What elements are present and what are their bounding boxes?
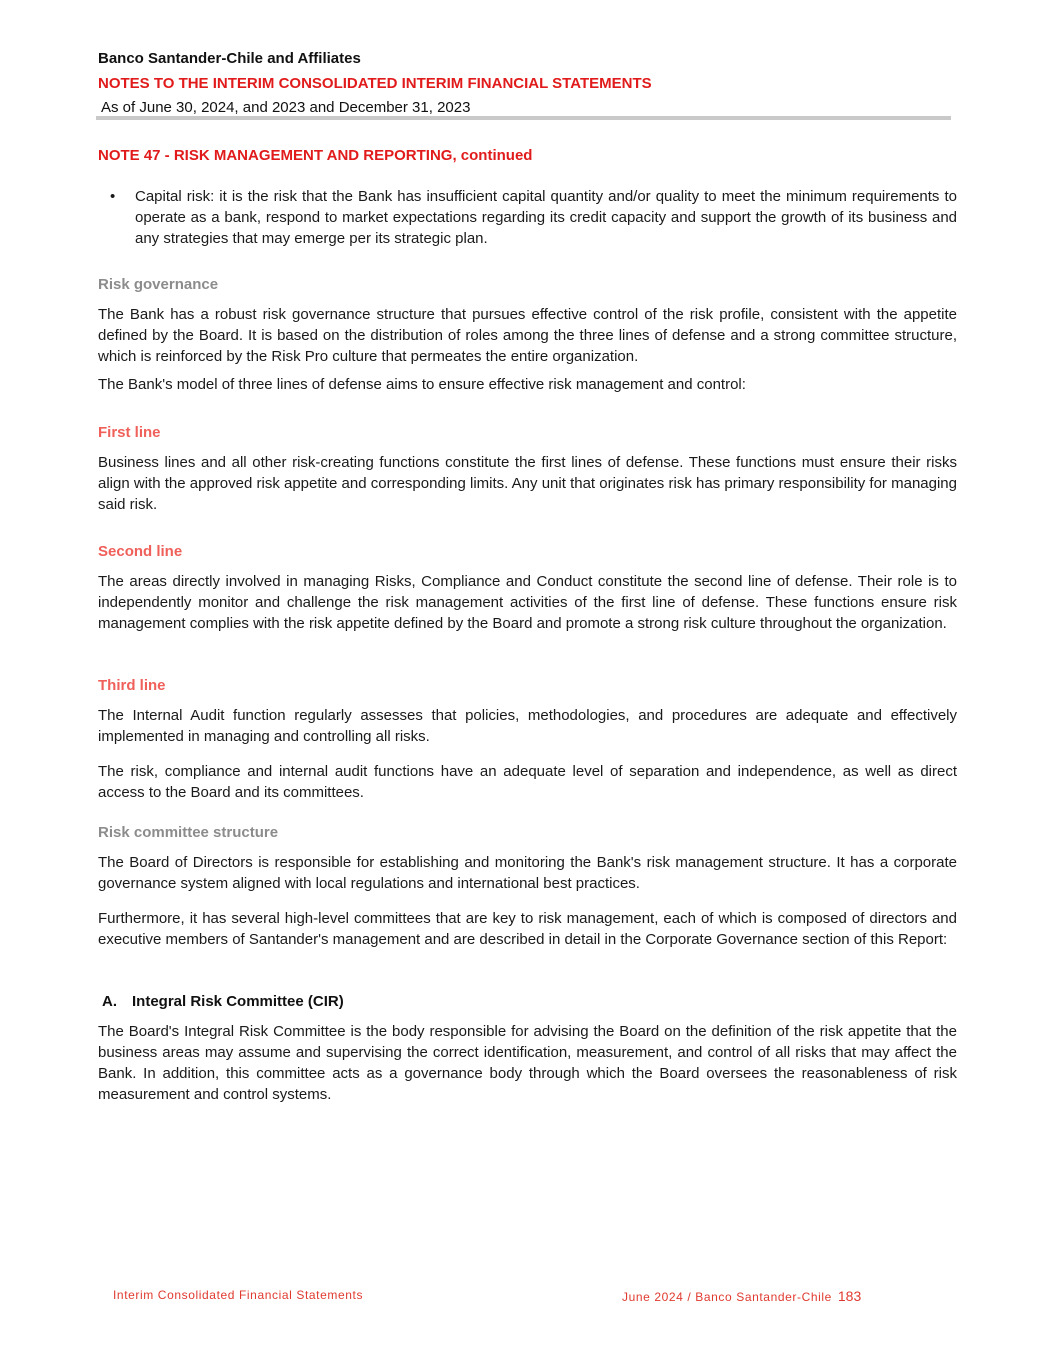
section-a-heading (102, 993, 344, 1010)
as-of-date: As of June 30, 2024, and 2023 and December 31, 2023 (101, 99, 471, 116)
risk-governance-heading: Risk governance (98, 276, 219, 293)
footer-right (622, 1288, 861, 1304)
section-a-paragraph: The Board's Integral Risk Committee is the body responsible for advising the Board on the definition of the risk appetite that the business areas may assume and supervising the correct identification, measurement, and control of all risks that may affect the Bank. In addition, this committee acts as a governance body through which the Board oversees the reasonableness of risk measurement and control systems. (98, 1023, 957, 1103)
committees-paragraph: Furthermore, it has several high-level committees that are key to risk management, each of which is composed of directors and executive members of Santander's management and are described in detail in the Corporate Governance section of this Report: (98, 910, 957, 948)
separation-paragraph: The risk, compliance and internal audit functions have an adequate level of separation and independence, as well as direct access to the Board and its committees. (98, 763, 957, 801)
board-responsibility-paragraph: The Board of Directors is responsible for establishing and monitoring the Bank's risk management structure. It has a corporate governance system aligned with local regulations and international best practices. (98, 854, 957, 892)
second-line-paragraph: The areas directly involved in managing Risks, Compliance and Conduct constitute the second line of defense. Their role is to independently monitor and challenge the risk management activities of the first line of defense. These functions ensure risk management complies with the risk appetite defined by the Board and promote a strong risk culture throughout the organization. (98, 573, 957, 632)
capital-risk-bullet (98, 186, 957, 249)
risk-governance-paragraph: The Bank has a robust risk governance structure that pursues effective control of the risk profile, consistent with the appetite defined by the Board. It is based on the distribution of roles among the three lines of defense and a strong committee structure, which is reinforced by the Risk Pro culture that permeates the entire organization. (98, 306, 957, 365)
section-a-letter: A. (102, 993, 117, 1010)
section-a-title: Integral Risk Committee (CIR) (132, 993, 344, 1010)
capital-risk-text: Capital risk: it is the risk that the Bank has insufficient capital quantity and/or quality to meet the minimum requirements to operate as a bank, respond to market expectations regarding its credit capacity and support the growth of its business and any strategies that may emerge per its strategic plan. (135, 188, 957, 247)
third-line-paragraph: The Internal Audit function regularly assesses that policies, methodologies, and procedures are adequate and effectively implemented in managing and controlling all risks. (98, 707, 957, 745)
bullet-marker: • (110, 188, 116, 205)
second-line-heading: Second line (98, 543, 183, 560)
footer-right-text: June 2024 / Banco Santander-Chile (622, 1290, 832, 1304)
page-number: 183 (837, 1288, 862, 1304)
notes-title: NOTES TO THE INTERIM CONSOLIDATED INTERIM FINANCIAL STATEMENTS (98, 75, 652, 92)
first-line-heading: First line (98, 424, 161, 441)
company-name: Banco Santander-Chile and Affiliates (98, 50, 361, 67)
first-line-paragraph: Business lines and all other risk-creating functions constitute the first lines of defense. These functions must ensure their risks align with the approved risk appetite and corresponding limits. Any unit that originates risk has primary responsibility for managing said risk. (98, 454, 957, 513)
header-divider (96, 116, 951, 120)
committee-structure-heading: Risk committee structure (98, 824, 279, 841)
third-line-heading: Third line (98, 677, 166, 694)
footer-left: Interim Consolidated Financial Statements (113, 1288, 364, 1302)
note-title: NOTE 47 - RISK MANAGEMENT AND REPORTING, continued (98, 147, 533, 164)
three-lines-intro: The Bank's model of three lines of defense aims to ensure effective risk management and control: (98, 376, 746, 393)
